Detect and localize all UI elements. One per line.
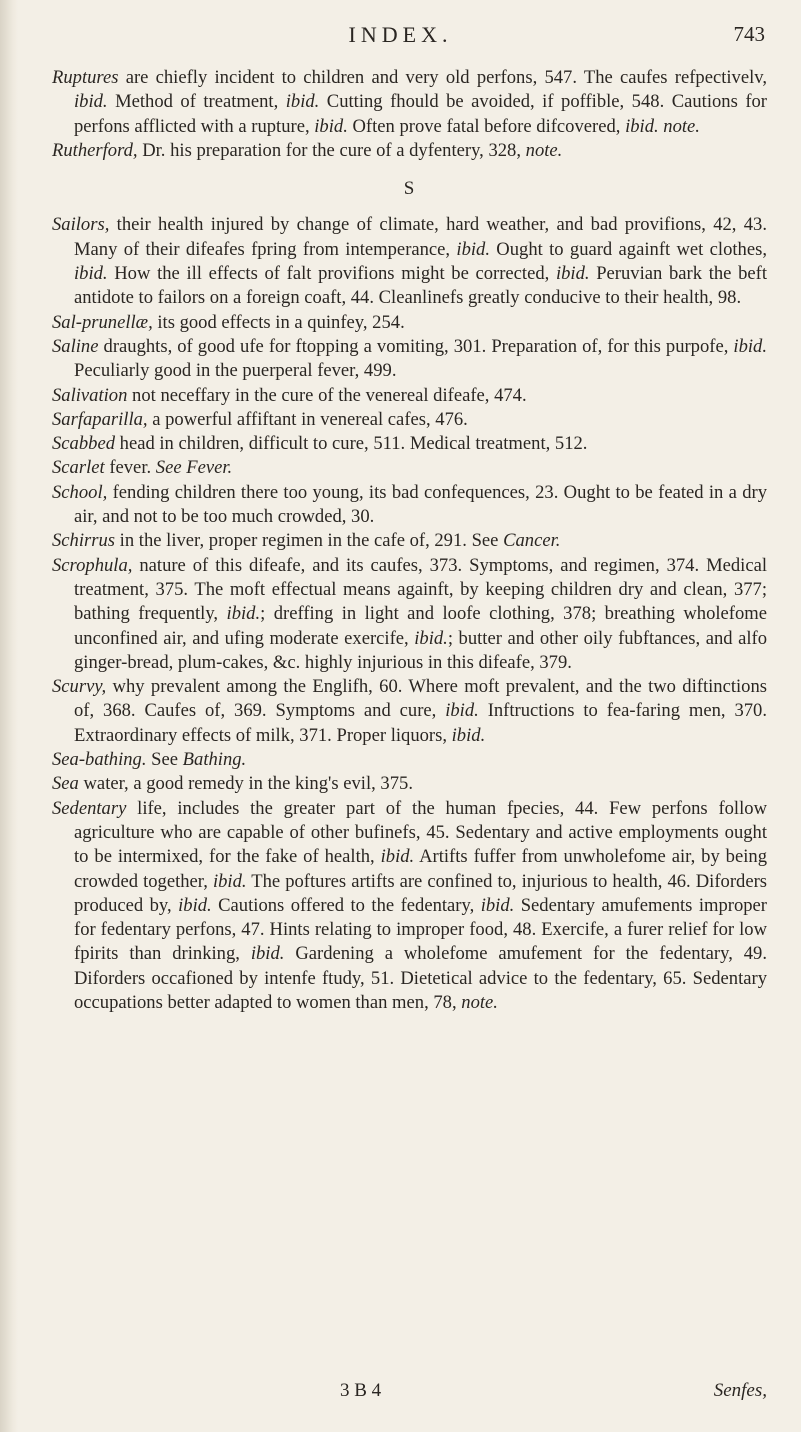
catchword: Senfes,	[713, 1380, 767, 1401]
entry-italic-text: ibid.	[226, 603, 261, 625]
entry-italic-text: Ruptures	[52, 67, 119, 88]
entry-text: Artifts fuffer from unwholefome air, by being crowded together,	[74, 846, 767, 892]
entry-italic-text: ibid.	[74, 91, 108, 113]
index-entry	[52, 66, 767, 139]
entry-italic-text: note.	[461, 991, 498, 1013]
entry-text: its good effects in a quinfey, 254.	[152, 311, 405, 333]
entry-text: fever.	[104, 457, 156, 479]
index-entry	[52, 797, 767, 1016]
index-entry	[52, 139, 767, 163]
entry-italic-text: ibid. note.	[625, 115, 700, 137]
entry-text: in the liver, proper regimen in the cafe of, 291. See	[115, 530, 504, 552]
entry-italic-text: Scurvy,	[52, 676, 107, 698]
entry-text: Peculiarly good in the puerperal fever, 499.	[74, 360, 397, 382]
index-entry	[52, 384, 767, 408]
index-entry	[52, 772, 767, 796]
entry-text: Method of treatment,	[107, 91, 286, 113]
entry-text: ; butter and other oily fubftances, and alfo ginger-bread, plum-cakes, &c. highly injurious in this difeafe, 379.	[74, 627, 768, 673]
index-entry	[52, 432, 767, 456]
entry-italic-text: Scarlet	[52, 457, 105, 479]
entry-text: are chiefly incident to children and very old perfons, 547. The caufes refpectivelv,	[118, 67, 767, 88]
entry-italic-text: ibid.	[451, 724, 486, 746]
entry-italic-text: ibid.	[314, 115, 348, 137]
index-entry	[52, 311, 767, 335]
entry-text: Often prove fatal before difcovered,	[347, 115, 626, 137]
entry-text: Cautions offered to the fedentary,	[211, 894, 481, 916]
page-gutter-shadow	[0, 0, 18, 1432]
index-entry	[52, 554, 767, 675]
entry-text: Cutting fhould be avoided, if poffible, 548. Cautions for perfons afflicted with a rupture,	[74, 91, 767, 137]
index-entry	[52, 335, 767, 384]
entry-italic-text: Sal-prunellæ,	[52, 311, 153, 333]
entry-text: a powerful affiftant in venereal cafes, 476.	[147, 408, 468, 430]
index-entry	[52, 529, 767, 553]
entry-italic-text: Salivation	[52, 384, 128, 406]
entry-text: why prevalent among the Englifh, 60. Where moft prevalent, and the two diftinctions of, 368. Caufes of, 369. Symptoms and cure,	[74, 676, 767, 722]
index-entry	[52, 748, 767, 772]
entry-text: Sedentary amufements improper for fedentary perfons, 47. Hints relating to improper food, 48. Exercife, a furer relief for low fpirits than drinking,	[74, 894, 767, 965]
entry-text: ; dreffing in light and loofe clothing, 378; breathing wholefome unconfined air, and ufing moderate exercife,	[74, 603, 767, 649]
entry-text: life, includes the greater part of the human fpecies, 44. Few perfons follow agriculture who are capable of other bufinefs, 45. Sedentary and active employments ought to be intermixed, for the fake of health,	[74, 797, 767, 868]
running-header	[0, 22, 801, 52]
entries-r-continued	[52, 66, 767, 163]
entry-text: Peruvian bark the beft antidote to failors on a foreign coaft, 44. Cleanlinefs greatly conducive to their health, 98.	[74, 263, 767, 309]
entry-italic-text: School,	[52, 481, 108, 503]
index-entry	[52, 675, 767, 748]
entry-italic-text: ibid.	[380, 846, 415, 868]
entry-text: How the ill effects of falt provifions might be corrected,	[107, 263, 556, 285]
entry-italic-text: See Fever.	[155, 457, 233, 479]
entry-text: Ought to guard againft wet clothes,	[489, 238, 767, 260]
entry-italic-text: ibid.	[456, 238, 490, 260]
entry-italic-text: Cancer.	[503, 530, 561, 552]
entry-italic-text: ibid.	[480, 894, 515, 916]
entry-italic-text: Sea-bathing.	[52, 749, 147, 771]
entry-italic-text: Sedentary	[52, 797, 127, 819]
entry-italic-text: ibid.	[555, 263, 590, 285]
entry-italic-text: Scrophula,	[52, 554, 133, 576]
entry-text: not neceffary in the cure of the venereal difeafe, 474.	[127, 384, 527, 406]
entry-italic-text: Bathing.	[182, 749, 247, 771]
entry-italic-text: ibid.	[74, 263, 108, 285]
entry-text: Inftructions to fea-faring men, 370. Extraordinary effects of milk, 371. Proper liquors,	[74, 700, 767, 746]
entry-text: head in children, difficult to cure, 511. Medical treatment, 512.	[115, 433, 588, 455]
entry-text: Gardening a wholefome amufement for the fedentary, 49. Diforders occafioned by intenfe ftudy, 51. Dietetical advice to the fedentary, 65. Sedentary occupations better adapted to women than men, 78,	[74, 943, 767, 1013]
entry-italic-text: Rutherford,	[52, 139, 138, 161]
entry-italic-text: Sea	[52, 773, 79, 795]
entry-italic-text: ibid.	[285, 91, 320, 113]
entries-s	[52, 213, 767, 1015]
page-footer	[52, 1380, 767, 1406]
entry-text: draughts, of good ufe for ftopping a vomiting, 301. Preparation of, for this purpofe,	[98, 335, 734, 357]
entry-italic-text: Scabbed	[52, 433, 115, 455]
entry-italic-text: note.	[525, 139, 563, 161]
signature-mark: 3 B 4	[340, 1380, 382, 1401]
index-body	[52, 66, 767, 1015]
index-entry	[52, 213, 767, 310]
entry-italic-text: ibid.	[178, 894, 212, 916]
entry-italic-text: Sarfaparilla,	[52, 408, 148, 430]
entry-text: their health injured by change of climate, hard weather, and bad provifions, 42, 43. Many of their difeafes fpring from intemperance,	[74, 214, 767, 260]
entry-italic-text: Saline	[52, 335, 99, 357]
section-letter-heading: S	[403, 178, 416, 200]
index-entry	[52, 456, 767, 480]
page-number: 743	[733, 22, 765, 46]
entry-text: The poftures artifts are confined to, injurious to health, 46. Diforders produced by,	[74, 870, 767, 916]
entry-italic-text: ibid.	[733, 335, 767, 357]
index-entry	[52, 408, 767, 432]
running-title: INDEX.	[348, 22, 453, 47]
entry-italic-text: Sailors,	[52, 214, 110, 236]
entry-italic-text: ibid.	[212, 870, 247, 892]
entry-italic-text: ibid.	[414, 627, 448, 649]
entry-text: Dr. his preparation for the cure of a dyfentery, 328,	[137, 139, 526, 161]
entry-italic-text: ibid.	[250, 943, 285, 965]
entry-text: See	[146, 749, 183, 771]
entry-italic-text: Schirrus	[52, 530, 116, 552]
entry-text: fending children there too young, its bad confequences, 23. Ought to be feated in a dry air, and not to be too much crowded, 30.	[74, 481, 767, 528]
index-entry	[52, 481, 767, 530]
entry-text: water, a good remedy in the king's evil, 375.	[78, 773, 413, 795]
entry-text: nature of this difeafe, and its caufes, 373. Symptoms, and regimen, 374. Medical treatment, 375. The moft effectual means againft, by keeping children dry and clean, 377; bathing frequently,	[74, 554, 767, 625]
entry-italic-text: ibid.	[445, 700, 479, 722]
